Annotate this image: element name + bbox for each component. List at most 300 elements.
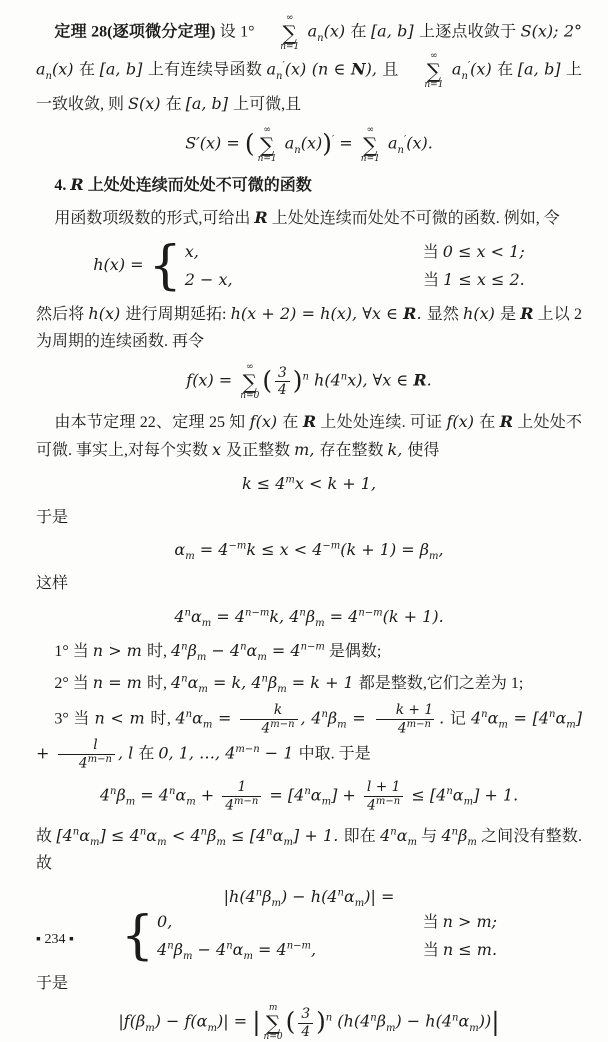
math-text: = 4: [252, 939, 287, 959]
cjk-text: 上处处连续而处处不可微的函数. 例如, 令: [267, 210, 560, 228]
numerator: [275, 365, 290, 382]
math-text: l + 1: [366, 779, 401, 796]
math-text: − 1: [259, 743, 299, 763]
superscript: n: [299, 607, 306, 619]
math-text: (h(4: [332, 1011, 371, 1031]
math-text: α: [175, 785, 187, 805]
superscript: n−m: [358, 607, 383, 619]
subscript: m: [467, 836, 477, 848]
superscript: ′: [403, 133, 407, 145]
cases-group: [120, 906, 498, 967]
cjk-text: 在: [497, 61, 518, 79]
superscript: n: [181, 674, 188, 686]
brace-icon: {: [120, 906, 155, 967]
big-delimiter: (: [244, 128, 255, 158]
math-text: [4: [56, 825, 73, 845]
superscript: n: [261, 674, 268, 686]
section-heading: [36, 171, 582, 201]
subscript: m: [257, 652, 267, 664]
theorem-28-statement: [36, 14, 582, 119]
subscript: m: [207, 1023, 217, 1035]
math-text: 0 ≤ x < 1;: [442, 241, 525, 261]
cjk-text: 使得: [407, 442, 440, 460]
math-text: 4: [99, 785, 110, 805]
math-text: ] + 1.: [473, 785, 519, 805]
numerator: [374, 702, 436, 719]
subscript: m: [196, 652, 207, 664]
math-text: β: [187, 640, 197, 660]
math-text: 4: [397, 720, 407, 737]
math-text: l: [93, 737, 98, 754]
cjk-text: 在: [350, 23, 371, 41]
bold-italic-variable: R: [413, 370, 427, 390]
sum-limit: n=1: [360, 153, 380, 164]
math-text: n < m: [94, 708, 151, 728]
superscript: n: [304, 786, 311, 798]
math-text: (x): [470, 59, 498, 79]
summation: [240, 363, 259, 401]
sum-limit: ∞: [246, 361, 254, 372]
math-text: β: [116, 785, 126, 805]
subscript: m: [185, 551, 195, 563]
math-text: S′(x) =: [185, 133, 245, 153]
cjk-text: 都是整数,它们之差为 1;: [358, 675, 524, 693]
math-text: h(x) =: [93, 255, 149, 274]
math-text: = 4: [266, 640, 301, 660]
math-text: (k + 1).: [382, 606, 444, 626]
summation: [361, 126, 380, 164]
math-text: β: [207, 825, 217, 845]
math-text: β: [305, 606, 316, 626]
math-text: m,: [294, 440, 320, 460]
superscript: m−n: [406, 718, 431, 730]
page-number: ▪ 234 ▪: [36, 932, 74, 947]
subscript: m: [277, 684, 287, 696]
connector-zheyang: [36, 570, 582, 598]
periodic-extension-paragraph: [36, 300, 582, 356]
math-text: 4: [174, 606, 185, 626]
cases-row: [157, 910, 497, 935]
numerator: [72, 737, 101, 754]
subscript: m: [407, 836, 417, 848]
math-text: α: [187, 673, 199, 693]
math-text: )): [478, 1011, 492, 1031]
superscript: n: [200, 826, 208, 838]
subscript: m: [198, 684, 208, 696]
math-text: .: [439, 708, 450, 728]
math-text: α: [396, 825, 408, 845]
math-text: k, 4: [269, 606, 300, 626]
math-text: α: [272, 825, 284, 845]
cjk-text: 用函数项级数的形式,可给出: [54, 210, 255, 228]
math-text: +: [195, 785, 220, 805]
math-text: β: [267, 673, 278, 693]
case-expression: [185, 240, 199, 265]
subscript: n: [461, 70, 468, 82]
math-text: f(x) =: [186, 370, 238, 390]
subscript: m: [201, 618, 212, 630]
math-text: [a, b]: [517, 59, 566, 79]
superscript: n: [340, 371, 348, 383]
math-text: [a, b]: [99, 59, 148, 79]
math-text: )| =: [216, 1011, 253, 1031]
subscript: m: [283, 836, 293, 848]
cjk-text: 即在: [343, 827, 381, 845]
superscript: n−m: [300, 641, 325, 653]
superscript: n: [226, 940, 233, 952]
sum-limit: n=1: [280, 42, 300, 52]
math-text: α: [146, 825, 158, 845]
superscript: m−n: [235, 744, 260, 756]
sigma-icon: ∑: [259, 132, 275, 157]
bold-italic-variable: R: [70, 174, 84, 194]
superscript: n: [110, 786, 117, 798]
superscript: n: [139, 826, 147, 838]
bold-italic-variable: R: [302, 411, 317, 431]
subscript: m: [429, 551, 439, 563]
big-delimiter: (: [262, 365, 273, 395]
fraction: [364, 779, 403, 814]
summation: [262, 14, 299, 52]
subscript: m: [337, 719, 347, 731]
math-text: 1 ≤ x ≤ 2.: [443, 269, 525, 289]
cjk-text: 时,: [146, 642, 171, 660]
brace-icon: {: [148, 236, 182, 297]
math-text: x), ∀x ∈: [347, 370, 414, 390]
subscript: m: [315, 618, 325, 630]
cjk-text: 上处处不可微. 事实上,对每个实数: [36, 413, 582, 460]
case-2-line: [36, 669, 582, 698]
cjk-text: 上有连续导函数: [147, 61, 267, 79]
subscript: n: [276, 70, 283, 82]
bold-italic-variable: R: [499, 411, 514, 431]
cjk-text: 与: [417, 827, 442, 845]
fraction: [240, 702, 297, 737]
sum-limit: n=1: [424, 80, 444, 90]
superscript: n: [451, 826, 459, 838]
denominator: [376, 719, 433, 737]
cjk-text: 当: [423, 271, 444, 289]
math-text: 4: [301, 1023, 311, 1040]
math-text: β: [458, 825, 468, 845]
cjk-text: 在: [138, 745, 159, 763]
math-text: α: [192, 708, 203, 728]
cases-row: [157, 938, 497, 963]
fraction: [222, 779, 261, 814]
formula-alpha-beta: [36, 538, 582, 563]
superscript: ′: [331, 133, 335, 145]
math-text: ≤ [4: [406, 785, 447, 805]
superscript: n: [549, 708, 556, 720]
superscript: m−n: [270, 718, 295, 730]
subscript: m: [271, 897, 281, 909]
subscript: m: [385, 1023, 396, 1035]
math-text: x,: [184, 241, 199, 261]
math-text: − 4: [206, 640, 241, 660]
superscript: n: [181, 641, 188, 653]
cjk-text: 然后将: [36, 305, 89, 323]
sum-limit: ∞: [263, 124, 271, 135]
math-text: , 4: [300, 708, 322, 728]
cjk-text: 故: [36, 827, 57, 845]
math-text: 1: [237, 779, 247, 796]
cjk-text: 之间没有整数. 故: [36, 827, 582, 873]
math-text: |h(4: [223, 886, 256, 906]
math-text: (k + 1) = β: [340, 540, 430, 560]
math-text: h(4: [308, 370, 341, 390]
case-condition: [423, 938, 497, 963]
math-text: β: [376, 1011, 386, 1031]
math-text: n > m;: [442, 911, 498, 931]
math-text: 4: [157, 939, 168, 959]
cases-group: [148, 236, 525, 297]
denominator: [240, 719, 297, 737]
subscript: n: [317, 32, 324, 44]
math-text: 4: [225, 797, 235, 814]
cjk-text: 上逐点收敛于: [418, 23, 521, 41]
case-expression: [157, 910, 172, 935]
subscript: m: [145, 1023, 155, 1035]
big-delimiter: |: [252, 1007, 261, 1037]
cases-rows: [157, 910, 497, 963]
math-text: [a, b]: [185, 94, 234, 113]
math-text: (x): [52, 59, 79, 79]
cjk-text: 当: [422, 941, 443, 959]
cjk-text: 上可微,且: [233, 96, 302, 113]
math-text: h(x): [463, 303, 501, 323]
math-text: .: [426, 370, 432, 390]
math-text: k ≤ x < 4: [246, 540, 323, 560]
fraction: [58, 737, 115, 772]
math-text: a: [382, 133, 398, 153]
sigma-icon: ∑: [426, 59, 442, 83]
case-condition: [423, 268, 525, 293]
big-delimiter: (: [285, 1007, 296, 1037]
math-text: n > m: [92, 640, 147, 660]
sum-limit: ∞: [430, 51, 438, 61]
math-text: β: [173, 939, 183, 959]
big-delimiter: |: [491, 1007, 500, 1037]
cjk-text: 1° 当: [54, 642, 93, 660]
math-text: = k, 4: [207, 673, 262, 693]
math-text: = [4: [507, 708, 549, 728]
numerator: [234, 779, 249, 796]
math-text: α: [555, 708, 567, 728]
math-text: ] +: [331, 785, 361, 805]
superscript: −m: [322, 541, 341, 553]
math-text: = 4: [194, 540, 229, 560]
subscript: n: [397, 144, 404, 156]
cjk-bold-text: 4.: [54, 176, 71, 194]
math-text: (x).: [406, 133, 433, 153]
math-text: = [4: [264, 785, 305, 805]
math-text: ),: [365, 59, 383, 79]
math-text: ,: [438, 540, 444, 560]
continuity-paragraph: [36, 408, 582, 465]
summation: [406, 52, 443, 90]
math-text: 4: [380, 825, 391, 845]
subscript: m: [321, 796, 332, 808]
superscript: n: [321, 708, 328, 720]
subscript: m: [463, 796, 474, 808]
math-text: α: [232, 939, 244, 959]
cjk-text: 当: [422, 243, 443, 261]
math-text: k: [273, 701, 283, 718]
math-text: ] +: [36, 708, 582, 763]
cjk-text: 在: [165, 96, 186, 113]
fraction: [298, 1006, 313, 1041]
cjk-text: 在: [479, 413, 500, 431]
denominator: [364, 796, 403, 814]
summation: [264, 1004, 283, 1042]
math-text: ) − h(4: [280, 886, 338, 906]
math-text: ) − f(α: [154, 1011, 208, 1031]
math-text: n ≤ m.: [442, 939, 498, 959]
math-text: S(x): [128, 94, 166, 113]
subscript: m: [469, 1023, 479, 1035]
superscript: n: [185, 708, 193, 720]
cjk-text: 设 1°: [215, 23, 259, 41]
math-text: (x): [300, 133, 323, 153]
math-text: 0,: [157, 911, 173, 931]
math-text: 4: [175, 708, 186, 728]
superscript: −m: [228, 541, 247, 553]
superscript: n: [168, 786, 176, 798]
cjk-text: 且: [382, 61, 403, 79]
math-text: 3: [301, 1005, 311, 1022]
formula-k-inequality: [36, 472, 582, 497]
summation: [258, 126, 277, 164]
superscript: n: [266, 826, 273, 838]
math-text: α: [458, 1011, 470, 1031]
cjk-text: 是: [500, 305, 521, 323]
formula-f-difference: [36, 1004, 582, 1042]
math-text: 4: [261, 720, 271, 737]
intro-paragraph: [36, 204, 582, 233]
case-condition: [423, 910, 497, 935]
superscript: n: [481, 708, 488, 720]
cjk-text: 显然: [426, 305, 464, 323]
formula-h-difference-cases: [36, 885, 582, 967]
subscript: m: [216, 836, 226, 848]
math-text: a: [302, 21, 318, 41]
math-text: S(x); 2° a: [36, 21, 583, 79]
math-text: k + 1: [395, 701, 434, 718]
denominator: [298, 1023, 313, 1041]
cjk-text: 存在整数: [319, 442, 388, 460]
math-text: α: [79, 825, 91, 845]
math-text: − 4: [192, 939, 227, 959]
bold-italic-variable: R: [254, 208, 268, 228]
case-1-line: [36, 637, 582, 666]
formula-h-definition: [36, 236, 582, 297]
formula-scaled-alpha-beta: [36, 605, 582, 630]
math-text: ≤ [4: [225, 825, 267, 845]
math-text: β: [262, 886, 272, 906]
connector-yushi-2: [36, 970, 582, 998]
math-text: 4: [170, 640, 182, 660]
denominator: [222, 796, 261, 814]
math-text: α: [246, 640, 258, 660]
cjk-text: 上以 2 为周期的连续函数. 再令: [36, 305, 582, 351]
bold-italic-variable: R: [403, 303, 417, 323]
formula-termwise-differentiation: [36, 126, 582, 164]
sigma-icon: ∑: [265, 1011, 281, 1036]
math-text: , l: [117, 743, 139, 763]
math-text: 4: [367, 797, 376, 814]
sum-limit: m: [268, 1003, 278, 1014]
math-text: (x) (n ∈: [284, 59, 351, 79]
cases-row: [185, 268, 525, 293]
math-text: = 4: [135, 785, 169, 805]
numerator: [252, 702, 285, 719]
superscript: n: [184, 607, 191, 619]
superscript: ′: [467, 60, 471, 72]
cjk-text: 上处处连续. 可证: [316, 413, 447, 431]
superscript: n: [302, 371, 309, 383]
numerator: [298, 1006, 313, 1023]
math-text: [a, b]: [370, 21, 419, 41]
math-text: (x): [323, 21, 351, 41]
math-text: α: [452, 785, 464, 805]
superscript: n: [337, 887, 344, 899]
subscript: m: [498, 719, 508, 731]
superscript: n: [240, 641, 247, 653]
case-expression: [157, 938, 316, 963]
big-delimiter: ): [322, 128, 332, 158]
cjk-text: 时,: [146, 675, 171, 693]
fraction: [275, 365, 290, 400]
math-text: |f(β: [118, 1011, 146, 1031]
math-text: = 4: [211, 606, 246, 626]
subscript: m: [186, 796, 196, 808]
cjk-text: 由本节定理 22、定理 25 知: [54, 413, 250, 431]
cjk-text: 记: [449, 710, 471, 728]
math-text: =: [346, 708, 372, 728]
math-text: ] + 1.: [292, 825, 344, 845]
cjk-text: 中取. 于是: [298, 745, 371, 763]
cjk-text: 2° 当: [54, 675, 93, 693]
cjk-text: 上一致收敛, 则: [36, 61, 582, 113]
formula-f-definition: [36, 363, 582, 401]
math-text: 4: [170, 673, 182, 693]
fraction: [374, 702, 436, 737]
denominator: [58, 754, 115, 772]
subscript: m: [90, 836, 100, 848]
sum-limit: n=0: [263, 1032, 283, 1042]
math-text: x < k + 1,: [294, 473, 377, 493]
formula-beta-expansion: [36, 779, 582, 814]
math-text: a: [279, 133, 295, 153]
math-text: 4: [278, 382, 287, 399]
superscript: n: [255, 887, 263, 899]
math-text: 3: [278, 364, 287, 381]
math-text: ] ≤ 4: [99, 825, 140, 845]
subscript: m: [243, 950, 253, 962]
math-text: α: [190, 606, 202, 626]
subscript: m: [566, 719, 576, 731]
superscript: n: [370, 1012, 377, 1024]
subscript: m: [157, 836, 167, 848]
cjk-text: 及正整数: [226, 442, 295, 460]
sigma-icon: ∑: [282, 21, 297, 45]
math-text: =: [334, 133, 358, 153]
math-text: .: [416, 303, 427, 323]
case-3-paragraph: [36, 702, 582, 772]
math-text: 4: [78, 755, 88, 772]
subscript: m: [125, 796, 136, 808]
math-text: f(x): [249, 411, 283, 431]
